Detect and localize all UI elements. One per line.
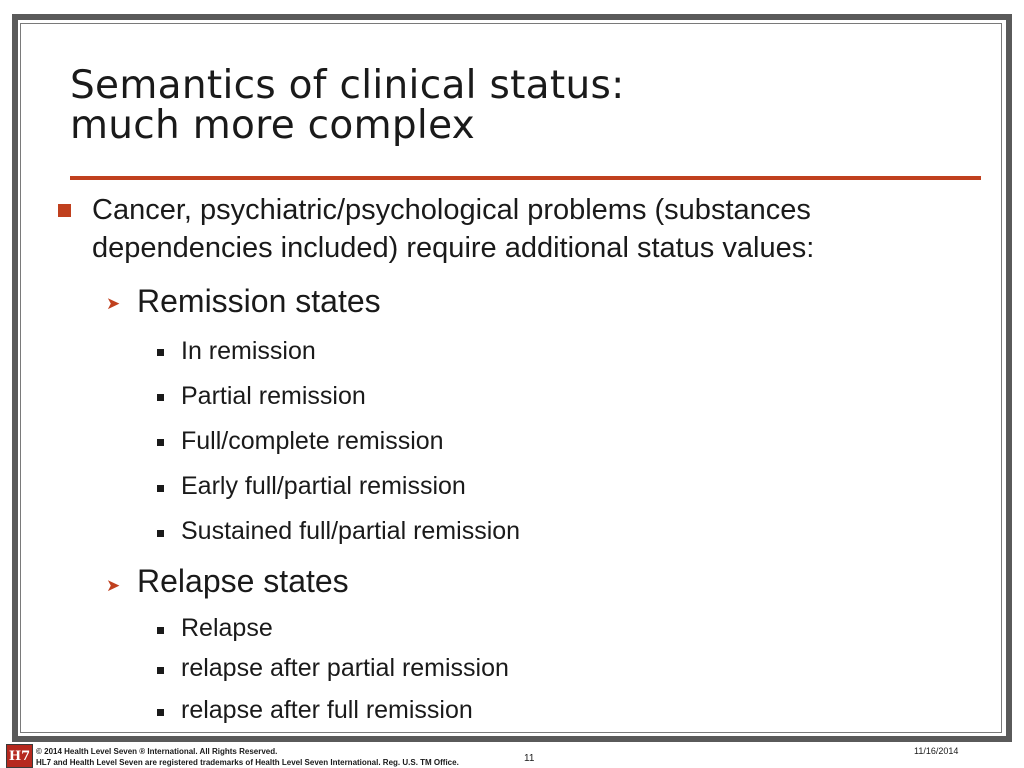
- small-square-bullet-icon: [157, 530, 164, 537]
- list-item: Early full/partial remission: [181, 472, 466, 500]
- list-item: In remission: [181, 337, 316, 365]
- slide-title: [70, 63, 625, 148]
- section-heading-relapse: Relapse states: [137, 563, 349, 599]
- arrow-bullet-icon: ➤: [106, 294, 121, 313]
- list-item: Relapse: [181, 614, 273, 642]
- section-heading-remission: Remission states: [137, 283, 381, 319]
- hl7-logo: H7: [6, 744, 33, 768]
- page-number: 11: [524, 753, 535, 764]
- small-square-bullet-icon: [157, 709, 164, 716]
- main-bullet-text: Cancer, psychiatric/psychological problems (substances dependencies included) require additional status values:: [92, 194, 815, 264]
- small-square-bullet-icon: [157, 349, 164, 356]
- small-square-bullet-icon: [157, 439, 164, 446]
- footer-date: 11/16/2014: [914, 746, 959, 756]
- footer-copyright-line2: HL7 and Health Level Seven are registered trademarks of Health Level Seven International. Reg. U.S. TM Office.: [36, 758, 459, 767]
- title-divider: [70, 176, 981, 180]
- slide-title-line1: Semantics of clinical status:: [70, 63, 625, 108]
- list-item: Full/complete remission: [181, 427, 444, 455]
- list-item: Partial remission: [181, 382, 366, 410]
- footer-copyright: [36, 746, 459, 768]
- small-square-bullet-icon: [157, 667, 164, 674]
- square-bullet-icon: [58, 204, 71, 217]
- small-square-bullet-icon: [157, 627, 164, 634]
- footer-copyright-line1: © 2014 Health Level Seven ® International. All Rights Reserved.: [36, 747, 278, 756]
- small-square-bullet-icon: [157, 394, 164, 401]
- slide-title-line2: much more complex: [70, 103, 476, 148]
- list-item: Sustained full/partial remission: [181, 517, 521, 545]
- list-item: relapse after partial remission: [181, 654, 509, 682]
- small-square-bullet-icon: [157, 485, 164, 492]
- list-item: relapse after full remission: [181, 696, 473, 724]
- arrow-bullet-icon: ➤: [106, 576, 121, 595]
